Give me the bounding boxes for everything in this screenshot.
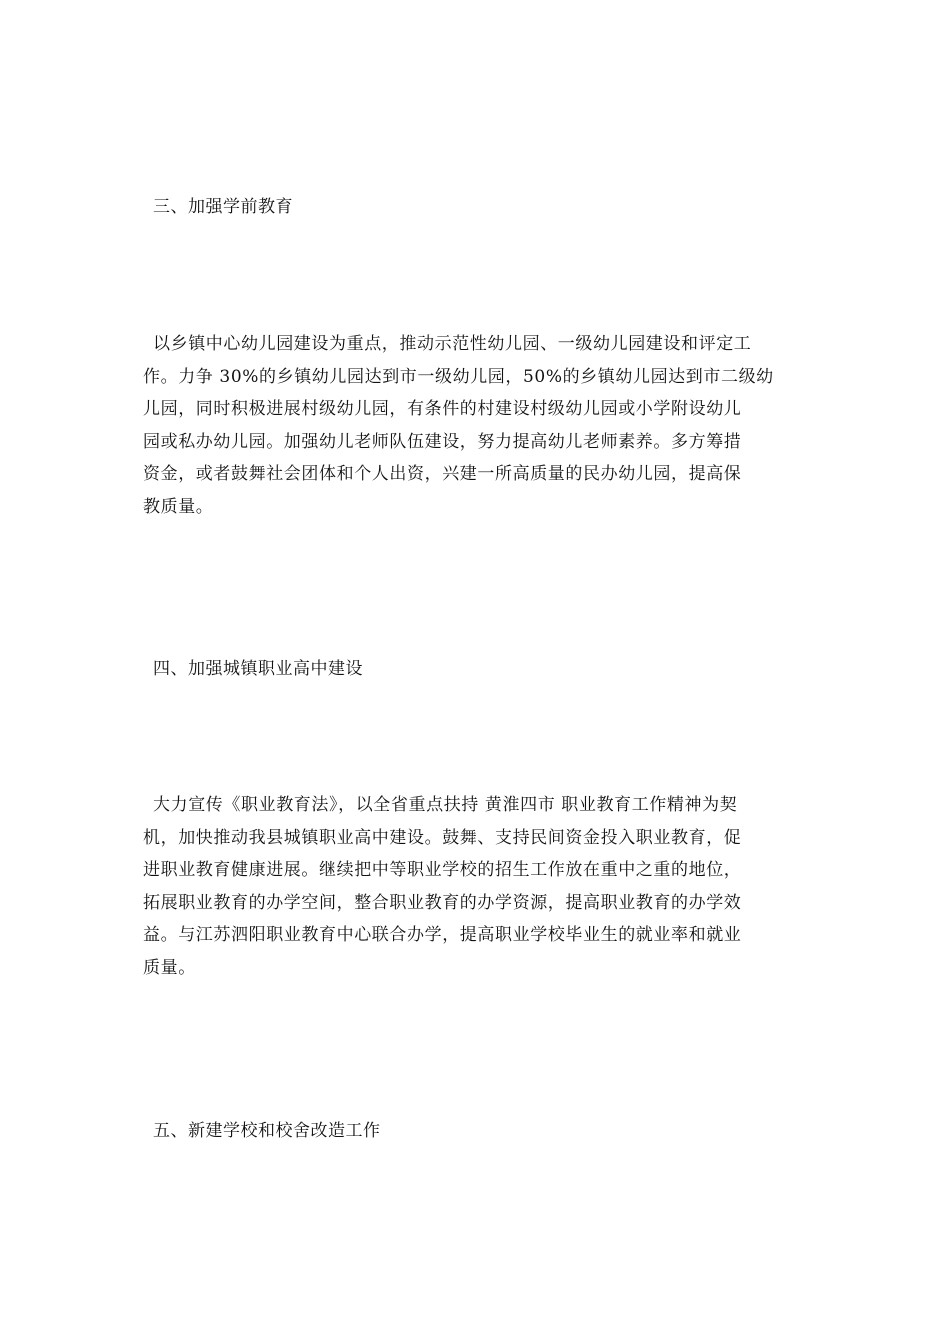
paragraph-line: 儿园，同时积极进展村级幼儿园，有条件的村建设村级幼儿园或小学附设幼儿 — [143, 399, 742, 419]
paragraph-line: 拓展职业教育的办学空间，整合职业教育的办学资源，提高职业教育的办学效 — [143, 892, 742, 913]
section-heading-preschool: 三、加强学前教育 — [153, 197, 293, 217]
section-heading-vocational: 四、加强城镇职业高中建设 — [153, 659, 363, 679]
paragraph-line: 大力宣传《职业教育法》，以全省重点扶持 黄淮四市 职业教育工作精神为契 — [153, 795, 738, 815]
paragraph-line: 园或私办幼儿园。加强幼儿老师队伍建设，努力提高幼儿老师素养。多方筹措 — [143, 431, 742, 452]
paragraph-line: 作。力争 30%的乡镇幼儿园达到市一级幼儿园，50%的乡镇幼儿园达到市二级幼 — [143, 366, 774, 387]
paragraph-line: 进职业教育健康进展。继续把中等职业学校的招生工作放在重中之重的地位， — [143, 860, 742, 880]
paragraph-line: 机，加快推动我县城镇职业高中建设。鼓舞、支持民间资金投入职业教育，促 — [143, 827, 742, 848]
section-paragraph-vocational — [143, 789, 813, 984]
paragraph-line: 教质量。 — [143, 496, 214, 517]
paragraph-line: 以乡镇中心幼儿园建设为重点，推动示范性幼儿园、一级幼儿园建设和评定工 — [153, 334, 752, 354]
section-paragraph-preschool — [143, 328, 813, 523]
section-heading-new-schools: 五、新建学校和校舍改造工作 — [153, 1121, 381, 1141]
paragraph-line: 益。与江苏泗阳职业教育中心联合办学，提高职业学校毕业生的就业率和就业 — [143, 925, 742, 945]
paragraph-line: 资金，或者鼓舞社会团体和个人出资，兴建一所高质量的民办幼儿园，提高保 — [143, 464, 742, 484]
paragraph-line: 质量。 — [143, 957, 196, 978]
